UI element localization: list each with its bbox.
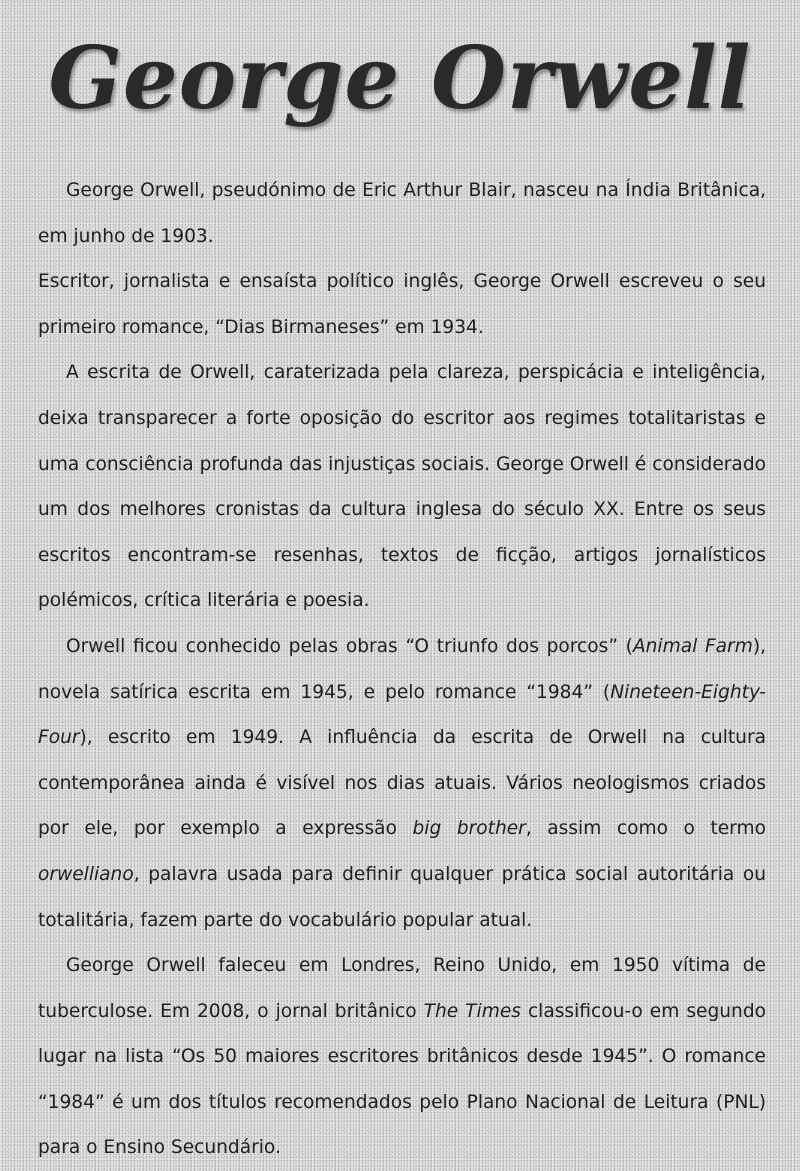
body-text (38, 168, 766, 1171)
italic-text: orwelliano (38, 863, 134, 885)
paragraph (38, 943, 766, 1171)
text-run: classificou-o em segundo lugar na lista “Os 50 maiores escritores britânicos desde 1945”. O romance “1984” é um dos títulos recomendados pelo Plano Nacional de Leitura (PNL) para o Ensino Secundário. (38, 1000, 767, 1159)
paragraph (38, 624, 766, 943)
text-run: George Orwell faleceu em Londres, Reino Unido, em 1950 vítima de tuberculose. Em 2008, o jornal britânico (38, 955, 766, 1022)
italic-text: big brother (412, 818, 526, 840)
paragraph (38, 259, 766, 350)
text-run: ), escrito em 1949. A influência da escrita de Orwell na cultura contemporânea ainda é visível nos dias atuais. Vários neologismos criados por ele, por exemplo a expressão (38, 727, 766, 840)
italic-text: Animal Farm (632, 635, 753, 657)
italic-text: The Times (423, 1000, 521, 1022)
page-title: George Orwell (48, 28, 752, 129)
text-run: George Orwell, pseudónimo de Eric Arthur Blair, nasceu na Índia Britânica, em junho de 1903. (38, 180, 766, 247)
italic-text: Nineteen-Eighty-Four (38, 681, 766, 749)
text-run: ), novela satírica escrita em 1945, e pelo romance “1984” ( (38, 635, 766, 703)
text-run: Escritor, jornalista e ensaísta político inglês, George Orwell escreveu o seu primeiro romance, “Dias Birmaneses” em 1934. (38, 271, 766, 338)
paragraph (38, 168, 766, 259)
text-run: , assim como o termo (525, 818, 766, 840)
text-run: Orwell ficou conhecido pelas obras “O triunfo dos porcos” ( (66, 635, 633, 657)
paragraph (38, 350, 766, 624)
text-run: , palavra usada para definir qualquer prática social autoritária ou totalitária, fazem parte do vocabulário popular atual. (38, 863, 766, 931)
text-run: A escrita de Orwell, caraterizada pela clareza, perspicácia e inteligência, deixa transparecer a forte oposição do escritor aos regimes totalitaristas e uma consciência profunda das injustiças sociais. George Orwell é considerado um dos melhores cronistas da cultura inglesa do século XX. Entre os seus escritos encontram-se resenhas, textos de ficção, artigos jornalísticos polémicos, crítica literária e poesia. (38, 362, 766, 612)
